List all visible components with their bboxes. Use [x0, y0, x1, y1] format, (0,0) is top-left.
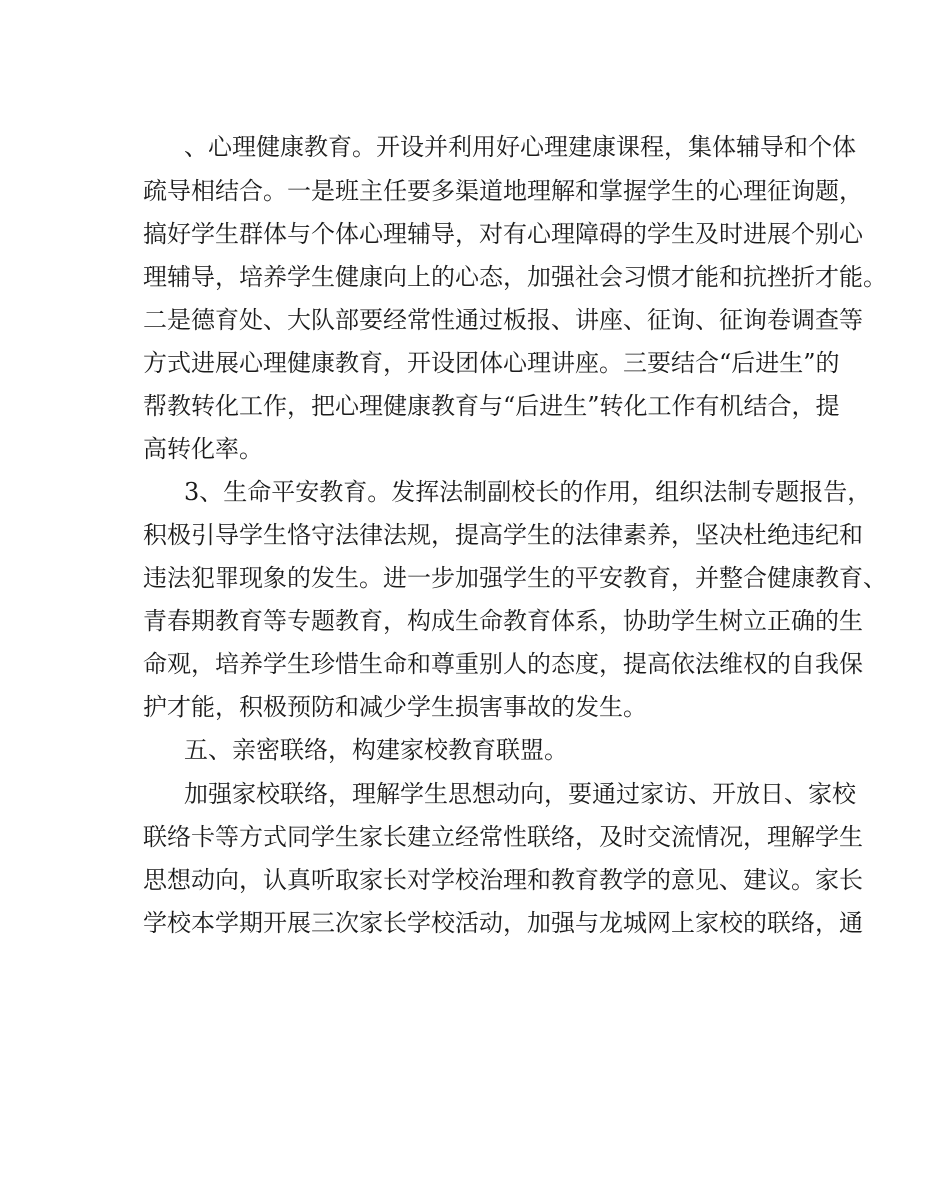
paragraph-2-line-5: 命观，培养学生珍惜生命和尊重别人的态度，提高依法维权的自我保 — [143, 650, 863, 678]
paragraph-1-line-2: 疏导相结合。一是班主任要多渠道地理解和掌握学生的心理征询题， — [143, 177, 863, 205]
paragraph-1-line-5: 二是德育处、大队部要经常性通过板报、讲座、征询、征询卷调查等 — [143, 306, 863, 334]
paragraph-2-line-4: 青春期教育等专题教育，构成生命教育体系，协助学生树立正确的生 — [143, 607, 863, 635]
paragraph-1-line-1: 、心理健康教育。开设并利用好心理建康课程，集体辅导和个体 — [184, 133, 856, 161]
paragraph-1-line-4: 理辅导，培养学生健康向上的心态，加强社会习惯才能和抗挫折才能。 — [143, 263, 887, 291]
paragraph-2-line-3: 违法犯罪现象的发生。进一步加强学生的平安教育，并整合健康教育、 — [143, 564, 887, 592]
paragraph-1-line-6: 方式进展心理健康教育，开设团体心理讲座。三要结合“后进生”的 — [143, 349, 840, 377]
paragraph-4-line-3: 思想动向，认真听取家长对学校治理和教育教学的意见、建议。家长 — [143, 866, 863, 894]
paragraph-2-line-2: 积极引导学生恪守法律法规，提高学生的法律素养，坚决杜绝违纪和 — [143, 521, 863, 549]
paragraph-2-line-6: 护才能，积极预防和减少学生损害事故的发生。 — [143, 693, 647, 721]
paragraph-4-line-4: 学校本学期开展三次家长学校活动，加强与龙城网上家校的联络，通 — [143, 909, 863, 937]
paragraph-1-line-8: 高转化率。 — [143, 435, 263, 463]
paragraph-2-line-1: 3、生命平安教育。发挥法制副校长的作用，组织法制专题报告， — [184, 478, 872, 506]
section-heading-5: 五、亲密联络，构建家校教育联盟。 — [184, 736, 568, 764]
paragraph-4-line-1: 加强家校联络，理解学生思想动向，要通过家访、开放日、家校 — [184, 780, 856, 808]
paragraph-4-line-2: 联络卡等方式同学生家长建立经常性联络，及时交流情况，理解学生 — [143, 823, 863, 851]
paragraph-1-line-3: 搞好学生群体与个体心理辅导，对有心理障碍的学生及时进展个别心 — [143, 220, 863, 248]
paragraph-1-line-7: 帮教转化工作，把心理健康教育与“后进生”转化工作有机结合，提 — [143, 392, 840, 420]
